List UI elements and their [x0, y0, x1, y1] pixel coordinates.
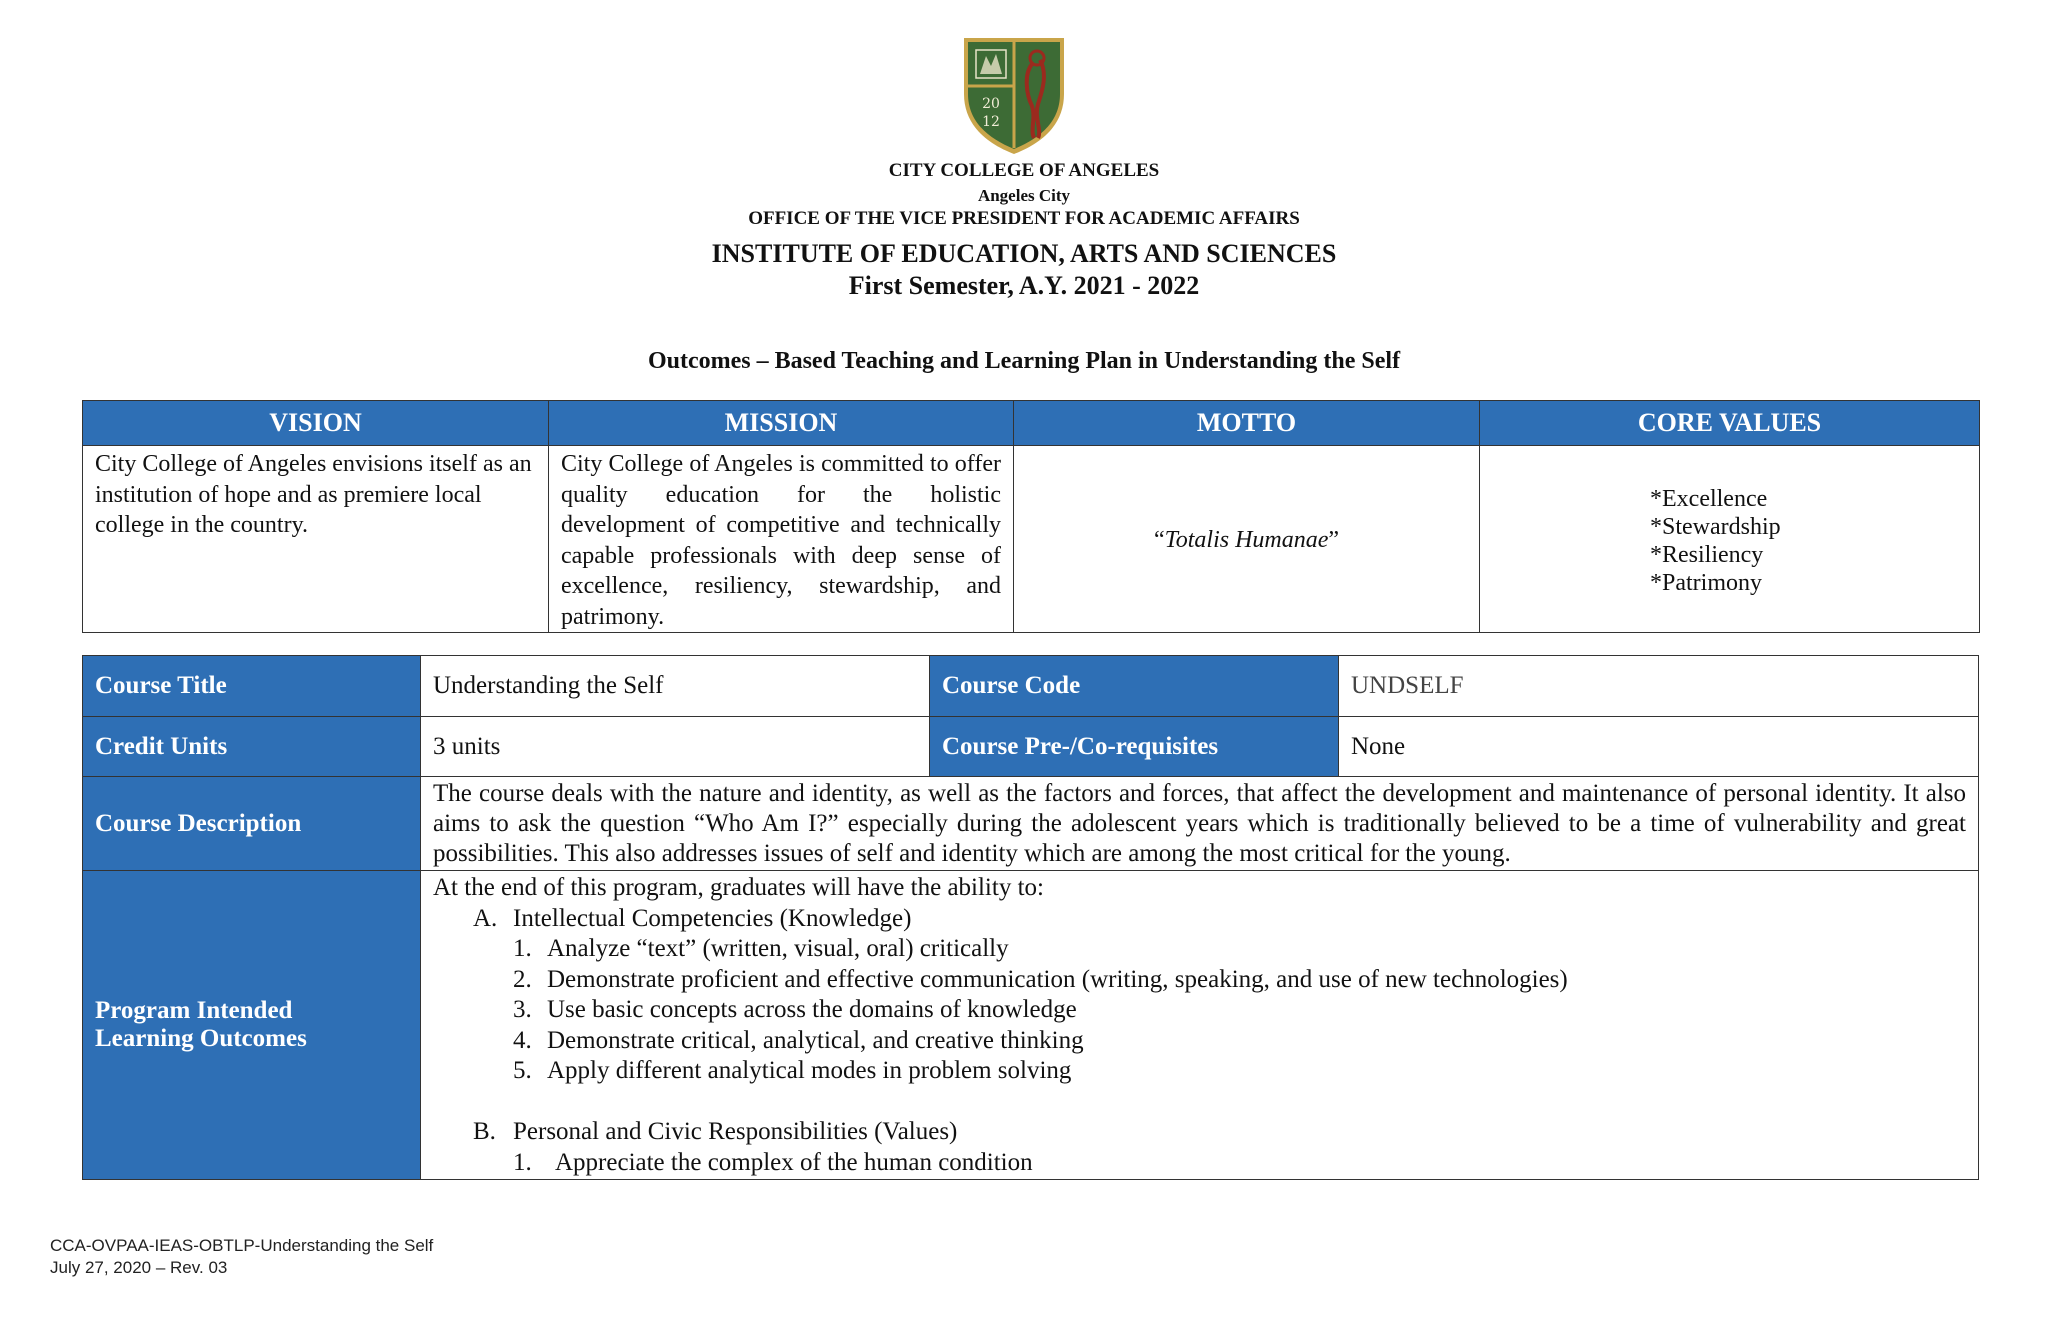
- course-description-label: Course Description: [83, 777, 421, 871]
- plo-item: [433, 934, 1966, 965]
- core-value-item: *Resiliency: [1650, 541, 1764, 568]
- course-code-value: UNDSELF: [1339, 656, 1979, 717]
- core-value-item: *Excellence: [1650, 485, 1768, 512]
- college-city: Angeles City: [977, 186, 1071, 205]
- plo-section-title: Intellectual Competencies (Knowledge): [513, 904, 912, 932]
- plo-item-number: 4.: [513, 1026, 532, 1054]
- credit-units-row: [83, 717, 1979, 777]
- credit-units-value: 3 units: [421, 717, 930, 777]
- college-seal-logo: [960, 34, 1068, 156]
- plo-item: [433, 995, 1966, 1026]
- logo-year-top: 20: [982, 96, 1000, 112]
- prerequisites-value: None: [1339, 717, 1979, 777]
- plo-item-text: Demonstrate proficient and effective communication (writing, speaking, and use of new technologies): [547, 965, 1568, 993]
- course-title-value: Understanding the Self: [421, 656, 930, 717]
- footer-document-code: CCA-OVPAA-IEAS-OBTLP-Understanding the Self: [50, 1236, 434, 1255]
- core-value-item: *Patrimony: [1650, 569, 1762, 596]
- course-code-label: Course Code: [930, 656, 1339, 717]
- core-values-list: [1480, 446, 1980, 633]
- vmmc-content-row: [83, 446, 1980, 633]
- plo-section-heading: [433, 904, 1966, 935]
- motto-cell: [1014, 446, 1480, 633]
- plo-item-number: 1.: [513, 1148, 532, 1176]
- plo-intro: At the end of this program, graduates will have the ability to:: [433, 874, 1044, 901]
- course-title-label: Course Title: [83, 656, 421, 717]
- credit-units-label: Credit Units: [83, 717, 421, 777]
- plo-label-line: Learning Outcomes: [95, 1025, 307, 1052]
- core-value-item: *Stewardship: [1650, 513, 1781, 540]
- plo-item-number: 5.: [513, 1057, 532, 1084]
- plo-section-letter: A.: [473, 904, 498, 932]
- plo-item: [433, 965, 1966, 996]
- plo-row: [83, 871, 1979, 1180]
- plo-item-text: Demonstrate critical, analytical, and creative thinking: [547, 1026, 1084, 1054]
- plo-item: [433, 1056, 1966, 1087]
- motto-close-quote: ”: [1328, 527, 1340, 554]
- plo-spacer: [433, 1087, 1966, 1118]
- core-values-header: CORE VALUES: [1480, 401, 1980, 446]
- vmmc-table: [82, 400, 1980, 633]
- logo-year-bottom: 12: [982, 114, 1000, 130]
- plo-section-heading: [433, 1117, 1966, 1148]
- plo-item-number: 3.: [513, 996, 532, 1023]
- motto-text: Totalis Humanae: [1164, 527, 1329, 554]
- plo-item-text: Apply different analytical modes in problem solving: [547, 1057, 1072, 1084]
- office-name: OFFICE OF THE VICE PRESIDENT FOR ACADEMIC AFFAIRS: [748, 208, 1300, 229]
- vision-header: VISION: [83, 401, 549, 446]
- course-info-table: [82, 655, 1979, 1180]
- prerequisites-label: Course Pre-/Co-requisites: [930, 717, 1339, 777]
- plan-title: Outcomes – Based Teaching and Learning Plan in Understanding the Self: [647, 348, 1401, 374]
- plo-item-text: Appreciate the complex of the human condition: [555, 1148, 1033, 1176]
- plo-item-text: Analyze “text” (written, visual, oral) critically: [547, 935, 1009, 962]
- semester-label: First Semester, A.Y. 2021 - 2022: [848, 271, 1200, 300]
- vision-text: City College of Angeles envisions itself as an institution of hope and as premiere local college in the country.: [83, 446, 549, 633]
- plo-label-line: Program Intended: [95, 997, 293, 1024]
- vmmc-header-row: [83, 401, 1980, 446]
- motto-open-quote: “: [1153, 527, 1165, 554]
- plo-section-letter: B.: [473, 1118, 496, 1145]
- footer-revision: July 27, 2020 – Rev. 03: [50, 1258, 228, 1277]
- plo-item: [433, 1148, 1966, 1179]
- plo-item: [433, 1026, 1966, 1057]
- plo-item-number: 2.: [513, 965, 532, 993]
- mission-header: MISSION: [549, 401, 1014, 446]
- course-description-text: The course deals with the nature and identity, as well as the factors and forces, that affect the development and maintenance of personal identity. It also aims to ask the question “Who Am I?” especially during the adolescent years which is traditionally believed to be a time of vulnerability and great possibilities. This also addresses issues of self and identity which are among the most critical for the young.: [421, 777, 1979, 871]
- plo-section-title: Personal and Civic Responsibilities (Values): [513, 1118, 958, 1145]
- mission-text: City College of Angeles is committed to offer quality education for the holistic development of competitive and technically capable professionals with deep sense of excellence, resiliency, stewardship, and patrimony.: [549, 446, 1014, 633]
- plo-item-number: 1.: [513, 935, 532, 962]
- plo-content: [421, 871, 1979, 1180]
- plo-item-text: Use basic concepts across the domains of knowledge: [547, 996, 1077, 1023]
- motto-header: MOTTO: [1014, 401, 1480, 446]
- institute-name: INSTITUTE OF EDUCATION, ARTS AND SCIENCES: [711, 239, 1337, 268]
- plo-label: [83, 871, 421, 1180]
- course-description-row: [83, 777, 1979, 871]
- college-name: CITY COLLEGE OF ANGELES: [888, 160, 1160, 181]
- course-title-row: [83, 656, 1979, 717]
